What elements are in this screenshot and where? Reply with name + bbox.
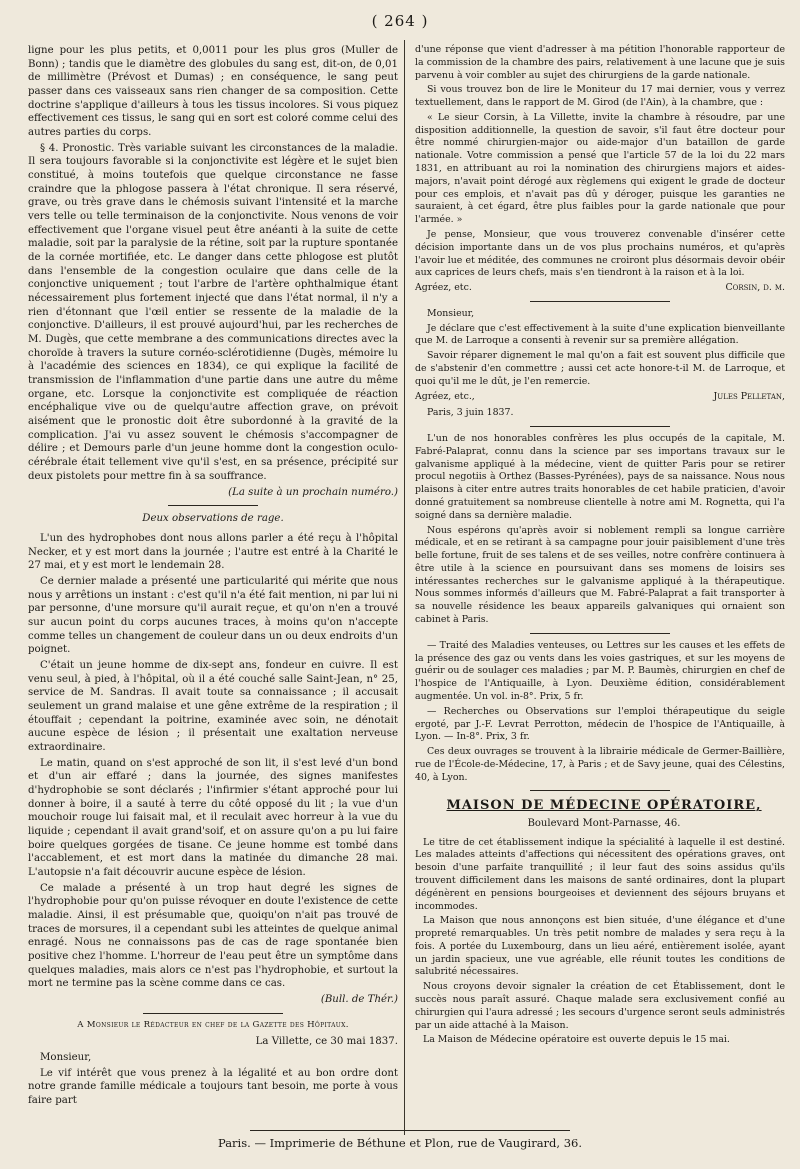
letter-continued-1: d'une réponse que vient d'adresser à ma pétition l'honorable rapporteur de la commission de la chambre des pairs, relativement à une lacune que je suis parvenu à voir combler au sujet des chirurgiens de la garde nationale. xyxy=(415,44,785,81)
right-column xyxy=(415,44,785,1049)
letter-continued-4: Je pense, Monsieur, que vous trouverez convenable d'insérer cette décision importante dans un de vos plus prochains numéros, et qu'après l'avoir lue et méditée, des communes ne croiront plus désormais devoir obéir aux caprices de leurs chefs, mais s'en tiendront à la raison et à la loi. xyxy=(415,228,785,279)
letter2-sign-left: Agréez, etc., xyxy=(415,390,475,402)
letter-body-start: Le vif intérêt que vous prenez à la légalité et au bon ordre dont notre grande famille médicale a toujours tant besoin, me porte à vous faire part xyxy=(28,1067,398,1106)
maison-advert xyxy=(415,797,785,1047)
letter-continued-2: Si vous trouvez bon de lire le Moniteur du 17 mai dernier, vous y verrez textuellement, dans le rapport de M. Girod (de l'Ain), à la chambre, que : xyxy=(415,84,785,109)
paragraph-rage-4: Le matin, quand on s'est approché de son lit, il s'est levé d'un bond et d'un air effaré ; dans la journée, des signes manifestes d'hydrophobie se sont déclarés ; l'infirmier s'étant approché pour lui donner à boire, il a sauté à terre du côté opposé du lit ; la vue d'un mouchoir rouge lui faisait mal, et il reculait avec horreur à la vue du liquide ; cependant il avait grand'soif, et on assure qu'on a pu lui faire boire quelques gorgées de tisane. Ce jeune homme est tombé dans l'accablement, et est mort dans la matinée du dimanche 28 mai. L'autopsie n'a fait découvrir aucune espèce de lésion. xyxy=(28,757,398,878)
maison-paragraph-3: Nous croyons devoir signaler la création de cet Établissement, dont le succès nous paraît assuré. Chaque malade sera exclusivement confié au chirurgien qui l'aura adressé ; les secours d'urgence seront seuls administrés par un aide attaché à la Maison. xyxy=(415,981,785,1031)
letter-continued-3: « Le sieur Corsin, à La Villette, invite la chambre à résoudre, par une disposition additionnelle, la question de savoir, s'il faut être docteur pour être nommé chirurgien-major ou aide-major d'un bataillon de garde nationale. Votre commission a pensé que l'article 57 de la loi du 22 mars 1831, en attribuant au roi la nomination des chirurgiens majors et aides-majors, n'avait point dérogé aux règlemens qui exigent le grade de docteur pour ces emplois, et n'avait pas dû y déroger, puisque les garanties ne sauraient, à cet égard, être plus faibles pour la garde nationale que pour l'armée. » xyxy=(415,111,785,226)
separator-rule xyxy=(530,426,670,427)
separator-rule xyxy=(168,505,258,506)
letter2-signature xyxy=(415,391,785,404)
footer-rule xyxy=(250,1130,570,1131)
separator-rule xyxy=(143,1013,283,1014)
letter-place-date: La Villette, ce 30 mai 1837. xyxy=(255,1036,398,1048)
continuation-note: (La suite à un prochain numéro.) xyxy=(228,486,398,498)
letter2-place-date: Paris, 3 juin 1837. xyxy=(427,407,514,419)
separator-rule xyxy=(530,301,670,302)
letter1-signature xyxy=(415,282,785,295)
paragraph-fabre-2: Nous espérons qu'après avoir si noblement rempli sa longue carrière médicale, et en se retirant à sa campagne pour jouir paisiblement d'une très belle fortune, fruit de ses talens et de ses veilles, notre confrère continuera à être utile à la science en poursuivant dans ses momens de loisirs ses intéressantes recherches sur le galvanisme appliqué à la thérapeutique. Nous sommes informés d'ailleurs que M. Fabré-Palaprat a fait transporter à sa nouvelle résidence les beaux appareils galvaniques qui ornaient son cabinet à Paris. xyxy=(415,524,785,626)
section-title-rage: Deux observations de rage. xyxy=(142,513,284,525)
footer-imprint: Paris. — Imprimerie de Béthune et Plon, rue de Vaugirard, 36. xyxy=(217,1136,583,1150)
book-listing-2: — Recherches ou Observations sur l'emploi thérapeutique du seigle ergoté, par J.-F. Levrat Perrotton, médecin de l'hospice de l'Antiquaille, à Lyon. — In-8°. Prix, 3 fr. xyxy=(415,705,785,743)
paragraph-rage-5: Ce malade a présenté à un trop haut degré les signes de l'hydrophobie pour qu'on puisse révoquer en doute l'existence de cette maladie. Ainsi, il est présumable que, quoiqu'on n'ait pas trouvé de traces de morsures, il a cependant subi les atteintes de quelque animal enragé. Nous ne connaissons pas de cas de rage spontanée bien positive chez l'homme. L'horreur de l'eau peut être un symptôme dans quelques maladies, mais alors ce n'est pas l'hydrophobie, et surtout la mort ne termine pas la scène comme dans ce cas. xyxy=(28,882,398,990)
left-column xyxy=(28,44,398,1110)
letter2-salutation: Monsieur, xyxy=(427,307,475,319)
letter-salutation: Monsieur, xyxy=(40,1051,92,1063)
book-availability: Ces deux ouvrages se trouvent à la librairie médicale de Germer-Baillière, rue de l'École-de-Médecine, 17, à Paris ; et de Savy jeune, quai des Célestins, 40, à Lyon. xyxy=(415,746,785,783)
maison-paragraph-2: La Maison que nous annonçons est bien située, d'une élégance et d'une propreté remarquables. Un très petit nombre de malades y sera reçu à la fois. A portée du Luxembourg, dans un lieu aéré, entièrement isolée, ayant un jardin spacieux, une vue agréable, elle réunit toutes les conditions de salubrité nécessaires. xyxy=(415,915,785,978)
paragraph-pronostic: § 4. Pronostic. Très variable suivant les circonstances de la maladie. Il sera toujours favorable si la conjonctivite est légère et le sujet bien constitué, à moins toutefois que quelque circonstance ne fasse craindre que la phlogose passera à l'état chronique. Il sera réservé, grave, ou très grave dans le chémosis suivant l'intensité et la marche vers telle ou telle terminaison de la conjonctivite. Nous venons de voir effectivement que l'organe visuel peut être anéanti à la suite de cette maladie, soit par la paralysie de la rétine, soit par la rupture spontanée de la cornée mortifiée, etc. Le danger dans cette phlogose est plutôt dans l'ensemble de la congestion oculaire que dans celle de la conjonctive uniquement ; tout l'arbre de l'artère ophthalmique étant nécessairement plus fortement injecté que dans l'état normal, il n'y a rien d'étonnant que l'œil entier se ressente de la maladie de la conjonctive. D'ailleurs, il est prouvé aujourd'hui, par les recherches de M. Dugès, que cette membrane a des communications directes avec la choroïde à travers la suture cornéo-sclérotidienne (Dugès, mémoire lu à l'académie des sciences en 1834), ce qui explique la facilité de transmission de l'inflammation d'une partie dans une autre du même organe, etc. Lorsque la conjonctivite est compliquée de réaction encéphalique vive ou de quelqu'autre affection grave, on prévoit aisément que le pronostic doit être subordonné à la gravité de la complication. J'ai vu assez souvent le chémosis s'accompagner de délire ; et Demours parle d'un jeune homme dont la congestion oculo-cérébrale était tellement vive qu'il s'est, en sa présence, précipité sur deux pistolets pour mettre fin à sa souffrance. xyxy=(28,142,398,482)
book-listing-1: — Traité des Maladies venteuses, ou Lettres sur les causes et les effets de la présence des gaz ou vents dans les voies gastriques, et sur les moyens de guérir ou de soulager ces maladies ; par M. P. Baumès, chirurgien en chef de l'hospice de l'Antiquaille, à Lyon. Deuxième édition, considérablement augmentée. Un vol. in-8°. Prix, 5 fr. xyxy=(415,639,785,702)
letter1-sign-left: Agréez, etc. xyxy=(415,282,472,294)
column-divider xyxy=(404,40,405,1135)
maison-address: Boulevard Mont-Parnasse, 46. xyxy=(527,818,681,830)
letter1-sign-right: Corsin, d. m. xyxy=(725,282,785,294)
maison-paragraph-1: Le titre de cet établissement indique la spécialité à laquelle il est destiné. Les malades atteints d'affections qui nécessitent des opérations graves, ont besoin d'une parfaite tranquillité ; il leur faut des soins assidus qu'ils trouvent difficilement dans les maisons de santé ordinaires, dont la plupart dégénèrent en pensions bourgeoises et deviennent des séjours bruyans et incommodes. xyxy=(415,836,785,912)
paragraph-rage-2: Ce dernier malade a présenté une particularité qui mérite que nous nous y arrêtions un instant : c'est qu'il n'a été fait mention, ni par lui ni par personne, d'une morsure qu'il aurait reçue, et qu'on n'en a trouvé sur aucun point du corps aucunes traces, à moins qu'on n'accepte comme telles un changement de couleur dans un ou deux endroits d'un poignet. xyxy=(28,575,398,656)
source-citation: (Bull. de Thér.) xyxy=(320,994,398,1006)
maison-paragraph-4: La Maison de Médecine opératoire est ouverte depuis le 15 mai. xyxy=(423,1034,730,1046)
letter2-body-1: Je déclare que c'est effectivement à la suite d'une explication bienveillante que M. de Larroque a consenti à revenir sur sa première allégation. xyxy=(415,322,785,347)
maison-title: MAISON DE MÉDECINE OPÉRATOIRE, xyxy=(446,798,762,814)
paragraph-rage-1: L'un des hydrophobes dont nous allons parler a été reçu à l'hôpital Necker, et y est mort dans la journée ; l'autre est entré à la Charité le 27 mai, et y est mort le lendemain 28. xyxy=(28,532,398,572)
page-number: ( 264 ) xyxy=(371,12,429,30)
letter2-body-2: Savoir réparer dignement le mal qu'on a fait est souvent plus difficile que de s'abstenir d'en commettre ; aussi cet acte honore-t-il M. de Larroque, et quoi qu'il me le dût, je l'en remercie. xyxy=(415,350,785,387)
letter2-sign-right: Jules Pelletan, xyxy=(713,390,785,402)
letter-addressee: A Monsieur le Rédacteur en chef de la Gazette des Hôpitaux. xyxy=(77,1019,349,1030)
paragraph-fabre-1: L'un de nos honorables confrères les plus occupés de la capitale, M. Fabré-Palaprat, connu dans la science par ses importans travaux sur le galvanisme appliqué à la médecine, vient de quitter Paris pour se retirer procul negotiis à Orthez (Basses-Pyrénées), pays de sa naissance. Nous nous plaisons à citer entre autres traits honorables de cet habile praticien, d'avoir donné gratuitement sa nombreuse clientelle à notre ami M. Rognetta, qui l'a soigné dans sa dernière maladie. xyxy=(415,433,785,521)
paragraph-rage-3: C'était un jeune homme de dix-sept ans, fondeur en cuivre. Il est venu seul, à pied, à l'hôpital, où il a été couché salle Saint-Jean, n° 25, service de M. Sandras. Il avait toute sa connaissance ; il accusait seulement un grand malaise et une gêne extrême de la respiration ; il étouffait ; cependant la poitrine, examinée avec soin, ne dénotait aucune espèce de lésion ; il présentait une exaltation nerveuse extraordinaire. xyxy=(28,659,398,753)
separator-rule xyxy=(530,790,670,791)
separator-rule xyxy=(530,633,670,634)
paragraph-muller: ligne pour les plus petits, et 0,0011 pour les plus gros (Muller de Bonn) ; tandis que le diamètre des globules du sang est, dit-on, de 0,01 de millimètre (Prévost et Dumas) ; en conséquence, le sang peut passer dans ces vaisseaux sans rien changer de sa composition. Cette doctrine s'applique d'ailleurs à tous les tissus incolores. Si vous piquez effectivement ces tissus, le sang qui en sort est coloré comme celui des autres parties du corps. xyxy=(28,45,398,139)
